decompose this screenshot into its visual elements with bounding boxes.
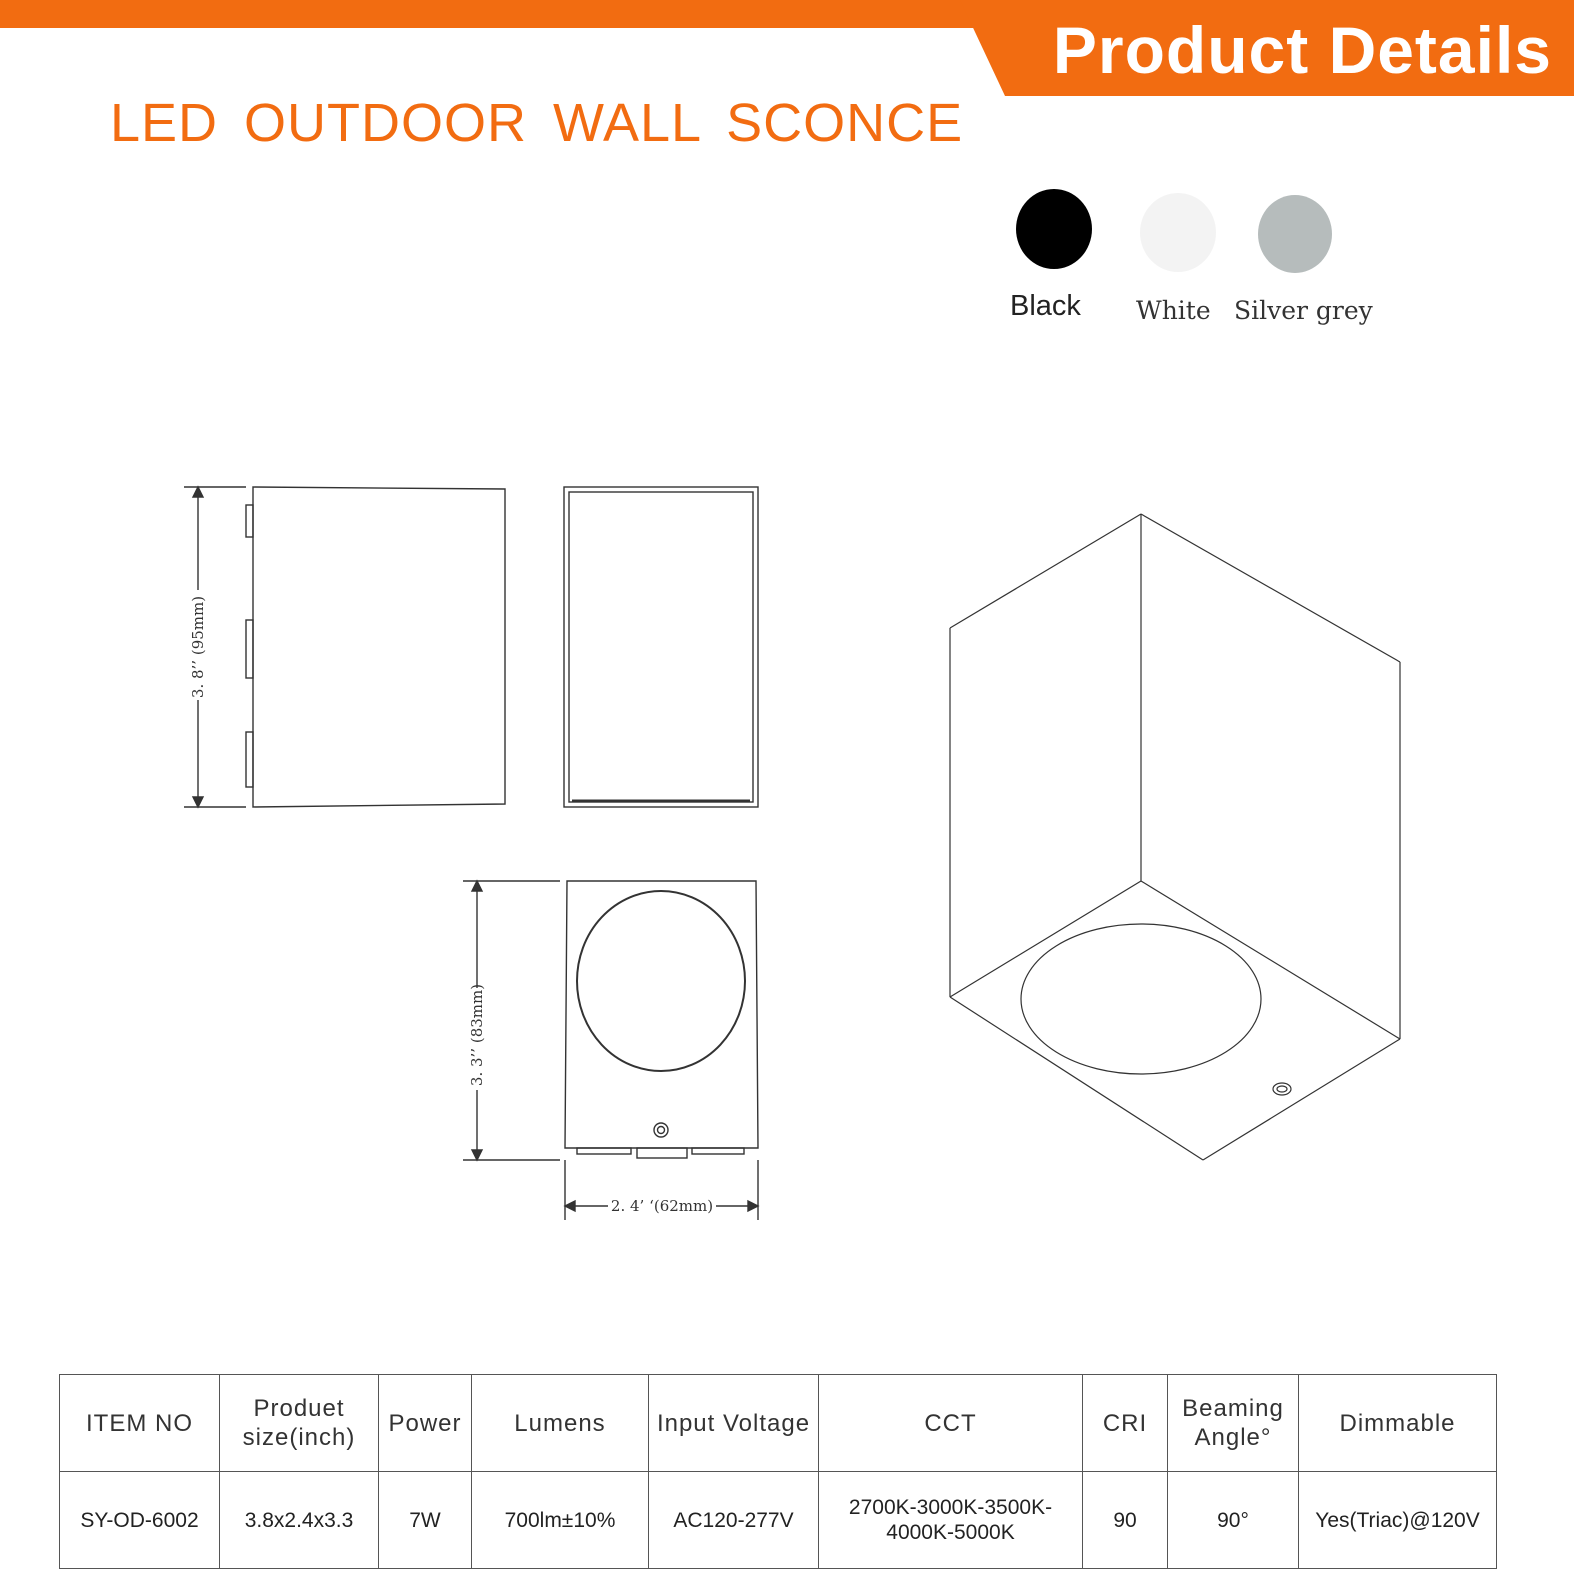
header-item-no: ITEM NO: [60, 1375, 220, 1472]
header-product-size: Produet size(inch): [220, 1375, 379, 1472]
width-dimension-label: 2. 4’ ‘(62mm): [610, 1197, 714, 1215]
header-lumens: Lumens: [472, 1375, 649, 1472]
header-power: Power: [379, 1375, 472, 1472]
header-input-voltage: Input Voltage: [649, 1375, 819, 1472]
color-label-white: White: [1136, 296, 1211, 325]
cell-cct: 2700K-3000K-3500K-4000K-5000K: [819, 1472, 1083, 1569]
side-view-drawing: [184, 487, 505, 807]
cell-lumens: 700lm±10%: [472, 1472, 649, 1569]
header-cct: CCT: [819, 1375, 1083, 1472]
bottom-view-drawing: [463, 881, 758, 1220]
isometric-view-drawing: [950, 514, 1400, 1160]
cell-input-voltage: AC120-277V: [649, 1472, 819, 1569]
cell-beaming-angle: 90°: [1168, 1472, 1299, 1569]
spec-table-header-row: [60, 1375, 1497, 1472]
height-dimension-label: 3. 8’’ (95mm): [189, 595, 207, 699]
color-label-black: Black: [1010, 290, 1081, 322]
page-title: LED OUTDOOR WALL SCONCE: [110, 93, 964, 153]
cell-power: 7W: [379, 1472, 472, 1569]
spec-table: [59, 1374, 1497, 1569]
header-dimmable: Dimmable: [1299, 1375, 1497, 1472]
cell-product-size: 3.8x2.4x3.3: [220, 1472, 379, 1569]
header-beaming-angle: Beaming Angle°: [1168, 1375, 1299, 1472]
cell-dimmable: Yes(Triac)@120V: [1299, 1472, 1497, 1569]
depth-dimension-label: 3. 3’’ (83mm): [468, 983, 486, 1087]
header-cri: CRI: [1083, 1375, 1168, 1472]
header-title: Product Details: [1052, 13, 1552, 87]
table-row: [60, 1472, 1497, 1569]
front-view-drawing: [564, 487, 758, 807]
color-label-silver-grey: Silver grey: [1234, 296, 1373, 325]
cell-item-no: SY-OD-6002: [60, 1472, 220, 1569]
cell-cri: 90: [1083, 1472, 1168, 1569]
